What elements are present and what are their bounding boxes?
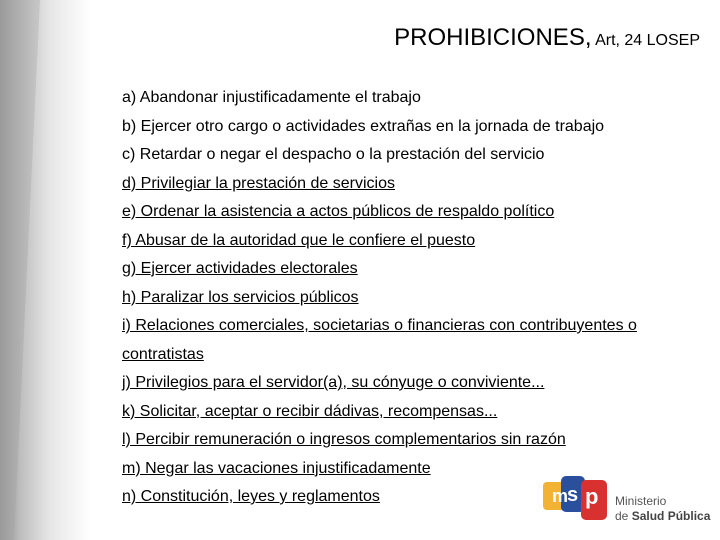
list-item-c: c) Retardar o negar el despacho o la prestación del servicio — [122, 146, 545, 163]
logo-line-2: de Salud Pública — [615, 509, 711, 523]
list-item-h: h) Paralizar los servicios públicos — [122, 288, 359, 306]
svg-text:p: p — [585, 484, 599, 509]
svg-text:s: s — [567, 484, 579, 506]
ministry-logo — [543, 470, 713, 526]
list-item-f: f) Abusar de la autoridad que le confiere el puesto — [122, 231, 476, 249]
msp-logo-icon — [543, 472, 607, 522]
logo-text — [615, 494, 710, 524]
list-item-e: e) Ordenar la asistencia a actos públicos de respaldo político — [122, 203, 555, 220]
list-item-l: l) Percibir remuneración o ingresos complementarios sin razón — [122, 431, 566, 448]
list-item-a: a) Abandonar injustificadamente el trabajo — [122, 89, 421, 106]
svg-text:m: m — [552, 486, 569, 506]
list-item-d: d) Privilegiar la prestación de servicios — [122, 174, 395, 192]
list-item-i: i) Relaciones comerciales, societarias o financieras con contribuyentes o contratistas — [122, 317, 637, 363]
logo-line-1: Ministerio — [615, 494, 667, 508]
prohibitions-list — [122, 84, 720, 512]
title-reference: Art, 24 LOSEP — [591, 32, 700, 49]
slide-title — [394, 24, 700, 52]
list-item-b: b) Ejercer otro cargo o actividades extrañas en la jornada de trabajo — [122, 117, 605, 135]
list-item-j: j) Privilegios para el servidor(a), su cónyuge o conviviente... — [122, 374, 545, 391]
list-item-k: k) Solicitar, aceptar o recibir dádivas, recompensas... — [122, 402, 498, 420]
title-main: PROHIBICIONES, — [394, 24, 592, 51]
list-item-n: n) Constitución, leyes y reglamentos — [122, 488, 380, 505]
list-item-g: g) Ejercer actividades electorales — [122, 260, 358, 277]
list-item-m: m) Negar las vacaciones injustificadamente — [122, 459, 431, 477]
